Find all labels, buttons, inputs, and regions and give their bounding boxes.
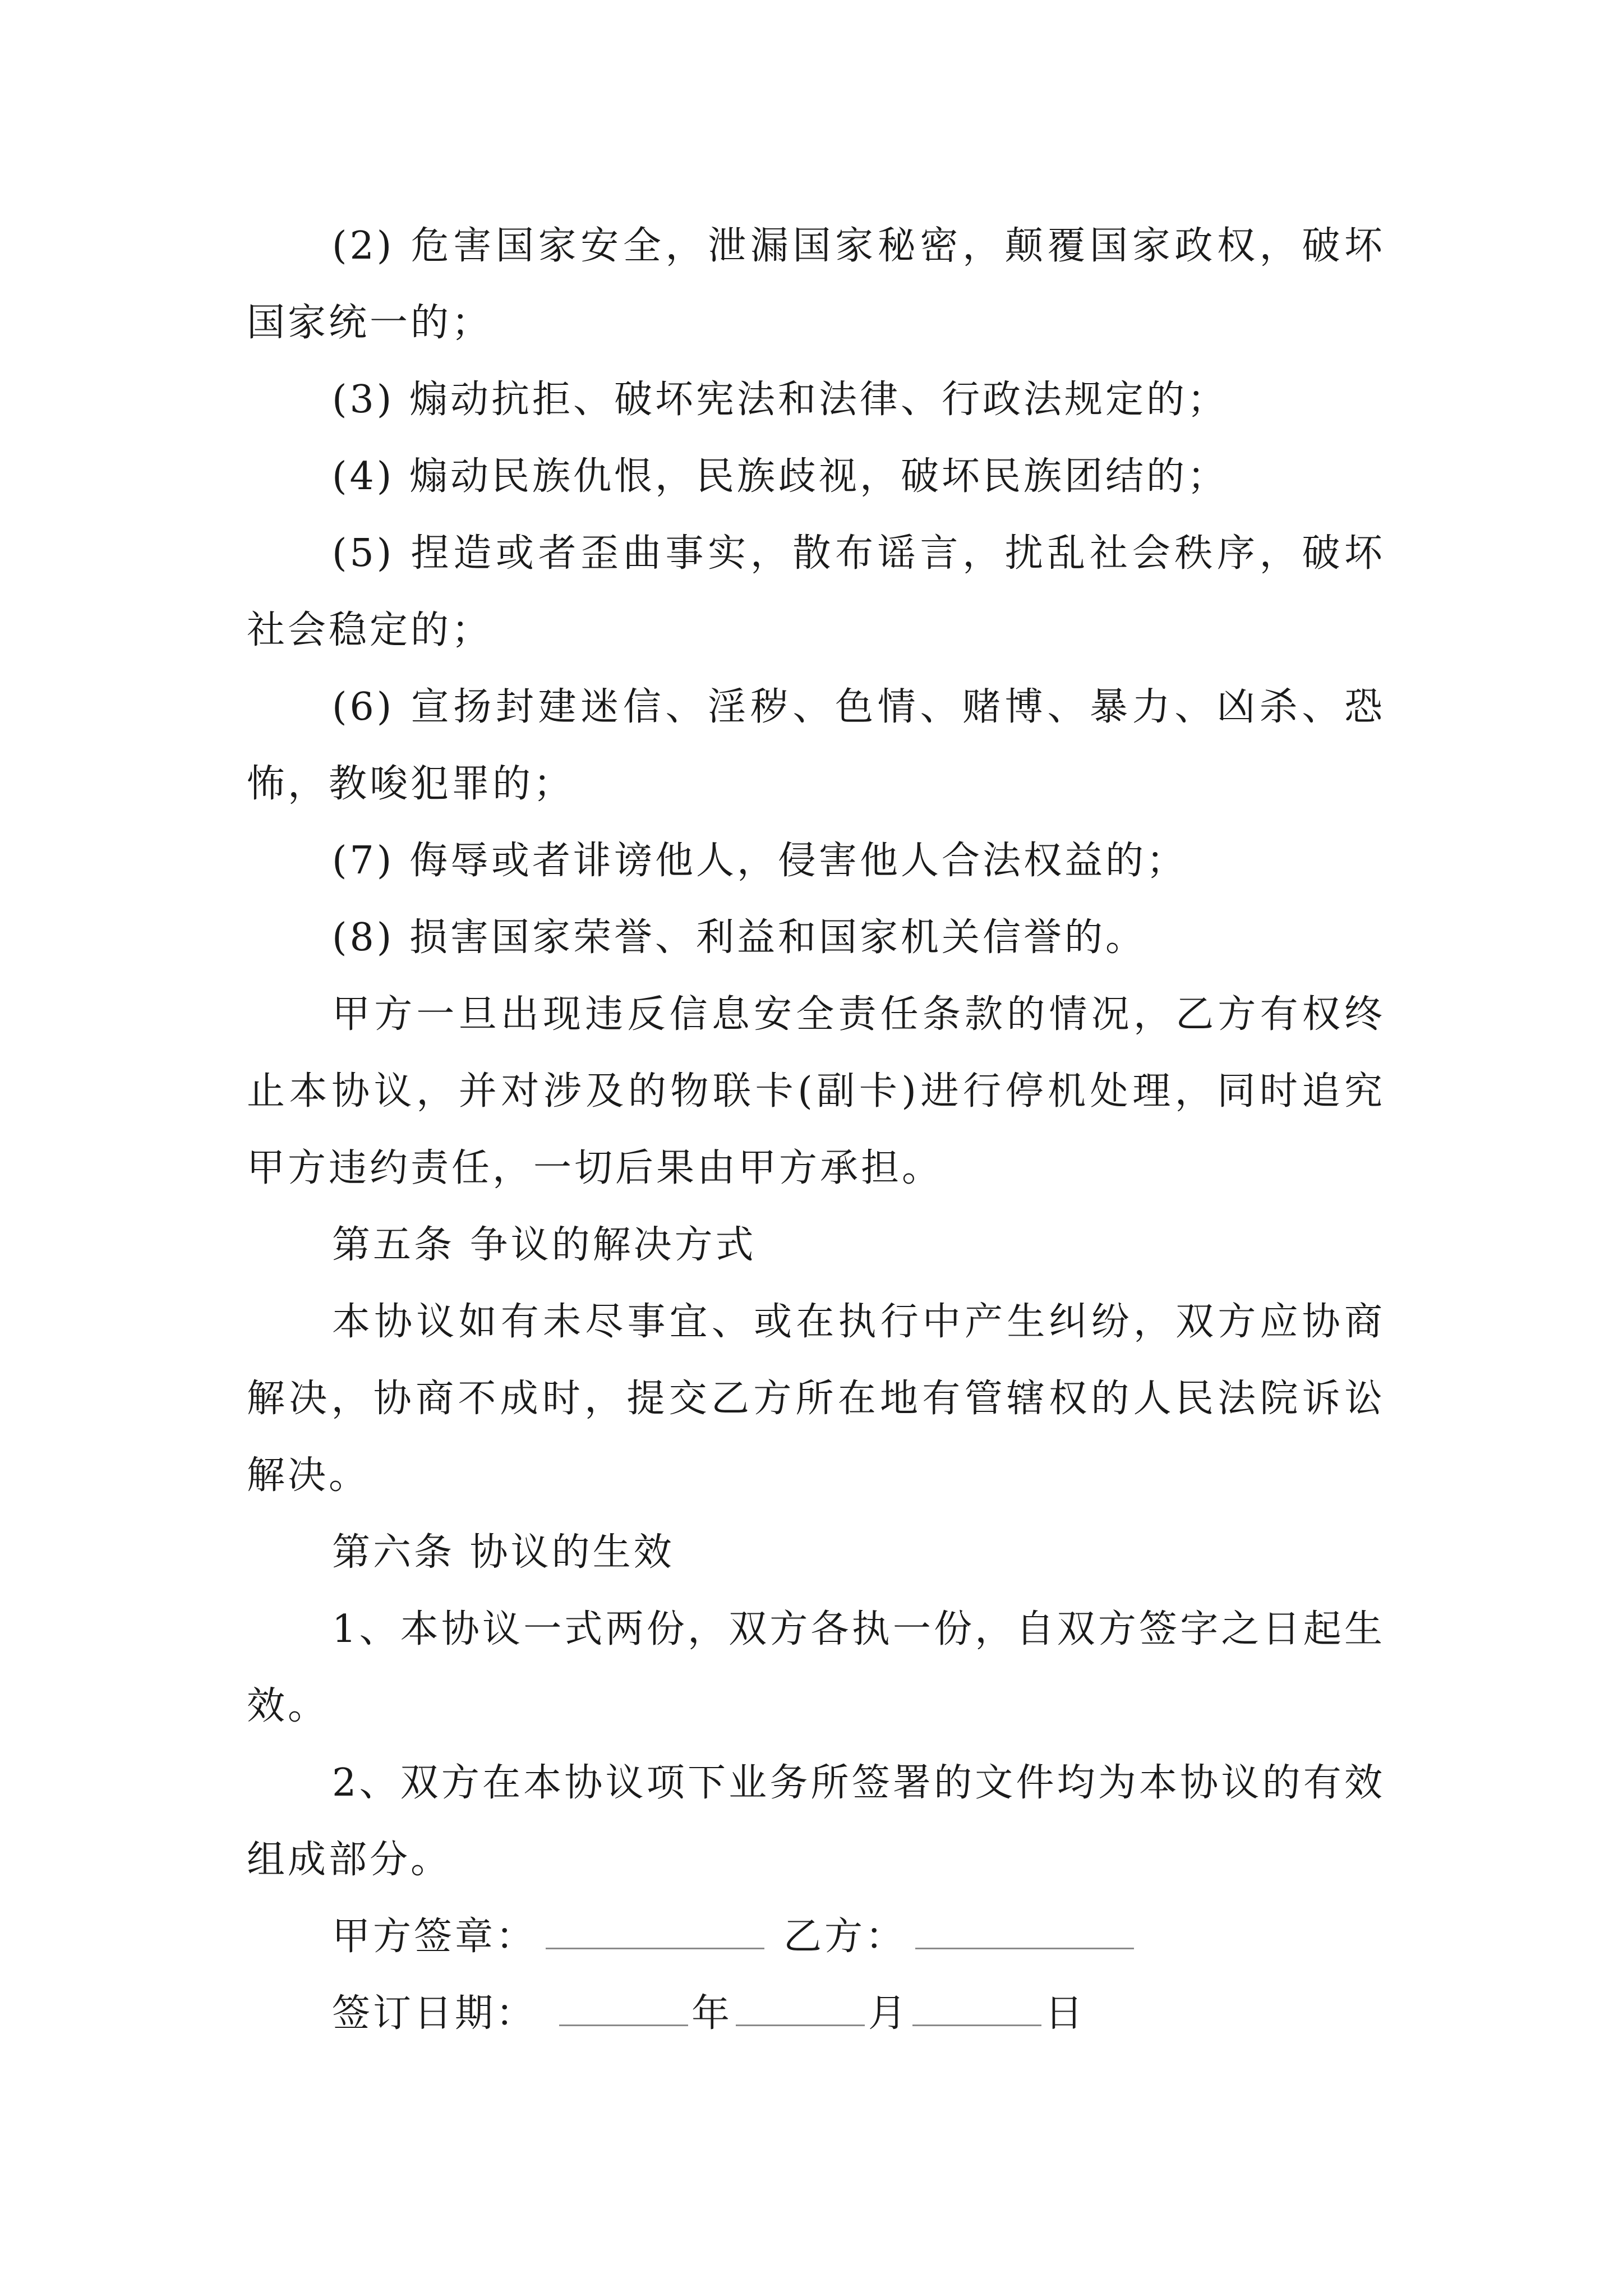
party-b-signature-blank[interactable] bbox=[915, 1914, 1134, 1949]
violation-consequence-paragraph: 甲方一旦出现违反信息安全责任条款的情况，乙方有权终止本协议，并对涉及的物联卡(副卡)进行停机处理，同时追究甲方违约责任，一切后果由甲方承担。 bbox=[247, 992, 1385, 1190]
clause-item-2: (2) 危害国家安全，泄漏国家秘密，颠覆国家政权，破坏国家统一的； bbox=[247, 224, 1385, 345]
clause-item-5: (5) 捏造或者歪曲事实，散布谣言，扰乱社会秩序，破坏社会稳定的； bbox=[247, 531, 1385, 652]
party-a-signature-label: 甲方签章： bbox=[332, 1915, 537, 1959]
article-6-heading: 第六条 协议的生效 bbox=[332, 1530, 675, 1575]
day-blank[interactable] bbox=[912, 1991, 1041, 2026]
month-blank[interactable] bbox=[736, 1991, 865, 2026]
party-b-signature-label: 乙方： bbox=[783, 1915, 907, 1959]
document-body bbox=[247, 208, 1385, 2052]
signing-date-row bbox=[247, 1975, 1385, 2052]
party-a-signature-blank[interactable] bbox=[546, 1914, 764, 1949]
year-blank[interactable] bbox=[559, 1991, 688, 2026]
clause-item-3: (3) 煽动抗拒、破坏宪法和法律、行政法规定的； bbox=[332, 378, 1228, 422]
day-label: 日 bbox=[1045, 1991, 1086, 2036]
clause-item-7: (7) 侮辱或者诽谤他人，侵害他人合法权益的； bbox=[332, 839, 1187, 883]
signature-row bbox=[247, 1898, 1385, 1975]
clause-item-8: (8) 损害国家荣誉、利益和国家机关信誉的。 bbox=[332, 915, 1146, 960]
month-label: 月 bbox=[868, 1991, 910, 2036]
effectiveness-item-2: 2、双方在本协议项下业务所签署的文件均为本协议的有效组成部分。 bbox=[247, 1761, 1385, 1882]
article-5-heading: 第五条 争议的解决方式 bbox=[332, 1223, 757, 1267]
clause-item-6: (6) 宣扬封建迷信、淫秽、色情、赌博、暴力、凶杀、恐怖，教唆犯罪的； bbox=[247, 685, 1385, 806]
effectiveness-item-1: 1、本协议一式两份，双方各执一份，自双方签字之日起生效。 bbox=[247, 1607, 1385, 1728]
dispute-resolution-paragraph: 本协议如有未尽事宜、或在执行中产生纠纷，双方应协商解决，协商不成时，提交乙方所在地有管辖权的人民法院诉讼解决。 bbox=[247, 1300, 1385, 1498]
year-label: 年 bbox=[691, 1991, 733, 2036]
clause-item-4: (4) 煽动民族仇恨，民族歧视，破坏民族团结的； bbox=[332, 454, 1228, 499]
signing-date-label: 签订日期： bbox=[332, 1991, 537, 2036]
